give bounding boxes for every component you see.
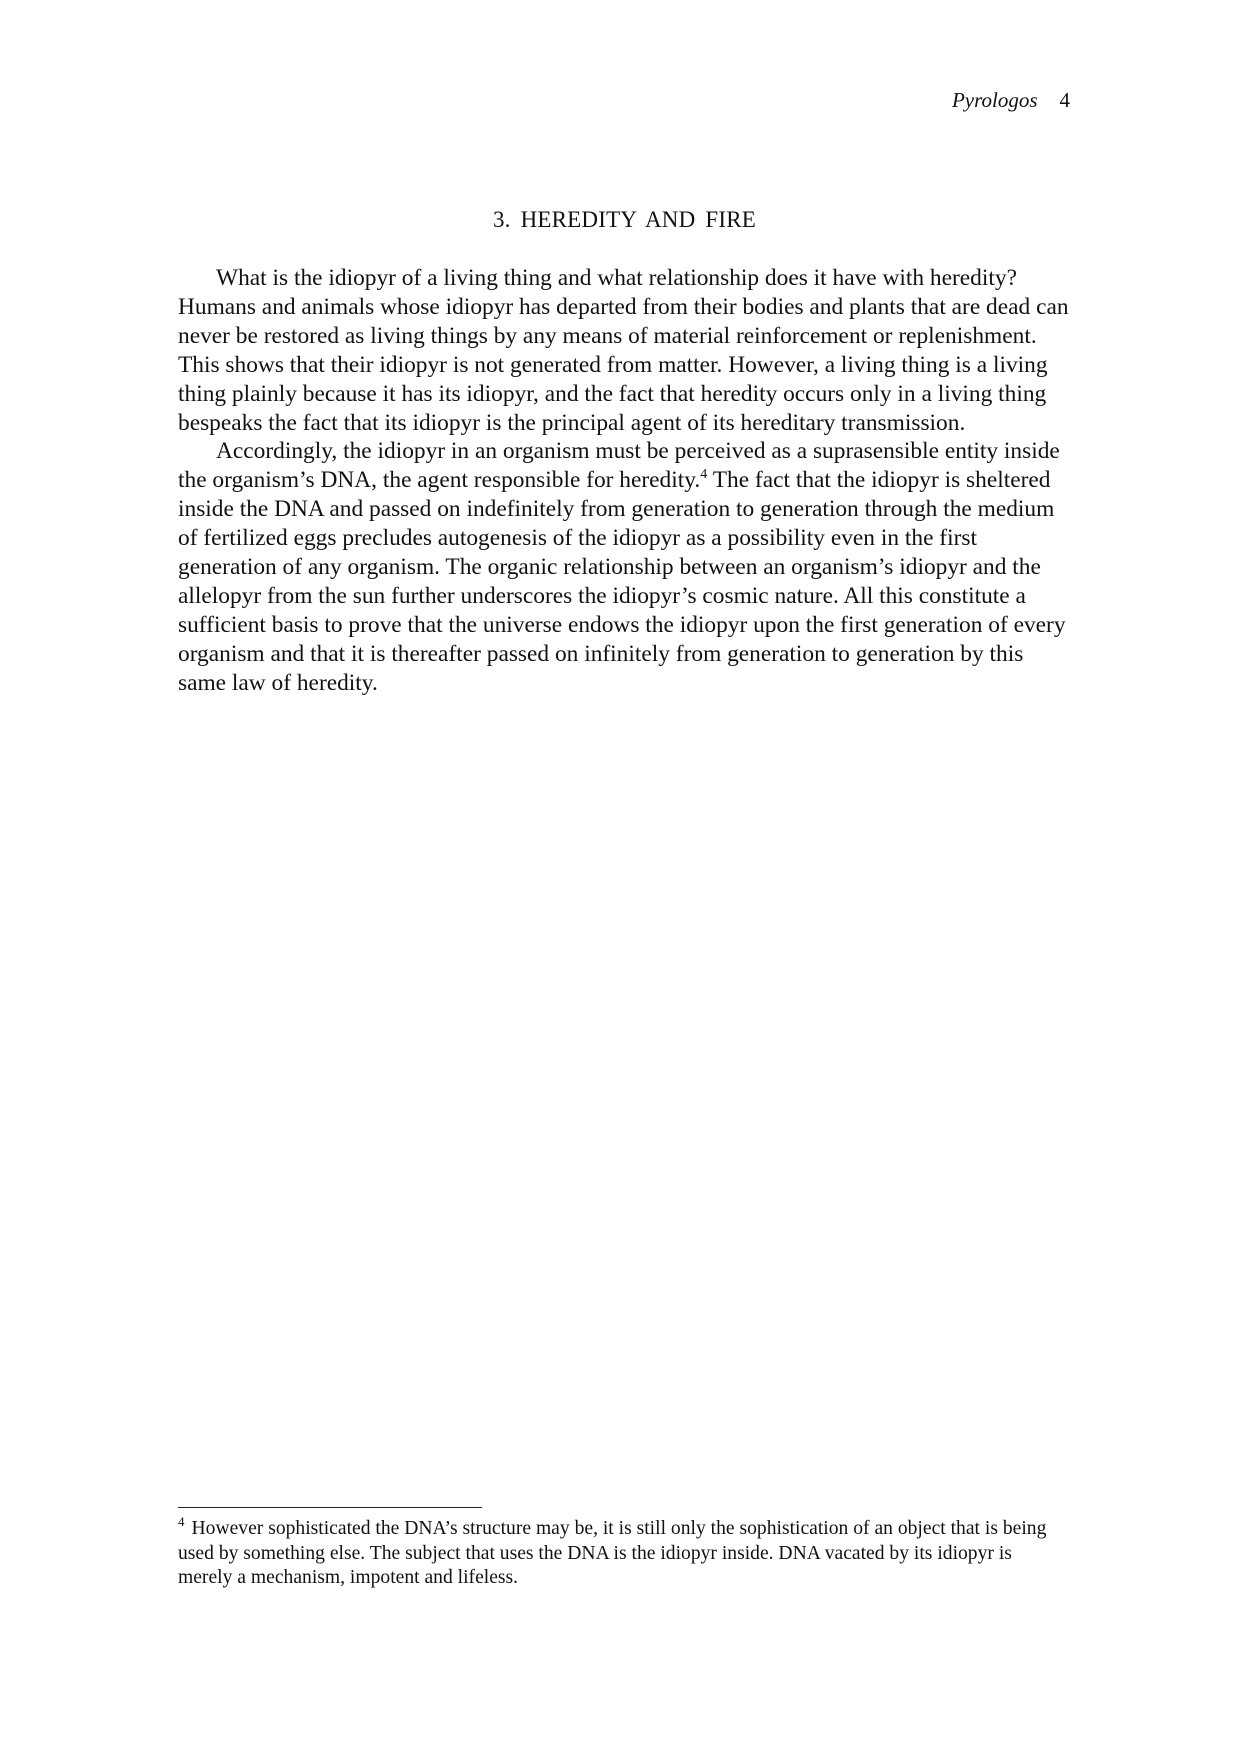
footnote-text: However sophisticated the DNA’s structure may be, it is still only the sophistication of an object that is being used by something else. The subject that uses the DNA is the idiopyr inside. DNA vacated by its idiopyr is merely a mechanism, impotent and lifeless. [178,1518,1047,1588]
paragraph-2-text-b: The fact that the idiopyr is sheltered inside the DNA and passed on indefinitely from generation to generation through the medium of fertilized eggs precludes autogenesis of the idiopyr as a possibility even in the first generation of any organism. The organic relationship between an organism’s idiopyr and the allelopyr from the sun further underscores the idiopyr’s cosmic nature. All this constitute a sufficient basis to prove that the universe endows the idiopyr upon the first generation of every organism and that it is thereafter passed on infinitely from generation to generation by this same law of heredity. [178,467,1066,696]
footnote-divider [178,1507,482,1508]
paragraph-1: What is the idiopyr of a living thing and what relationship does it have with heredity? Humans and animals whose idiopyr has departed from their bodies and plants that are dead can never be restored as living things by any means of material reinforcement or replenishment. This shows that their idiopyr is not generated from matter. However, a living thing is a living thing plainly because it has its idiopyr, and the fact that heredity occurs only in a living thing bespeaks the fact that its idiopyr is the principal agent of its hereditary transmission. [178,265,1069,436]
paragraph-2-text-a: Accordingly, the idiopyr in an organism must be perceived as a suprasensible entity inside the organism’s DNA, the agent responsible for heredity. [178,438,1060,494]
footnote [178,1514,1071,1591]
section-heading: 3. HEREDITY AND FIRE [492,207,757,232]
page-number: 4 [1059,88,1070,112]
footnote-marker: 4 [178,1514,185,1530]
footnote-reference[interactable]: 4 [700,467,708,483]
running-head-title: Pyrologos [951,88,1038,112]
body-text [178,264,1071,698]
running-head [952,88,1070,112]
paragraph-2 [178,437,1071,697]
